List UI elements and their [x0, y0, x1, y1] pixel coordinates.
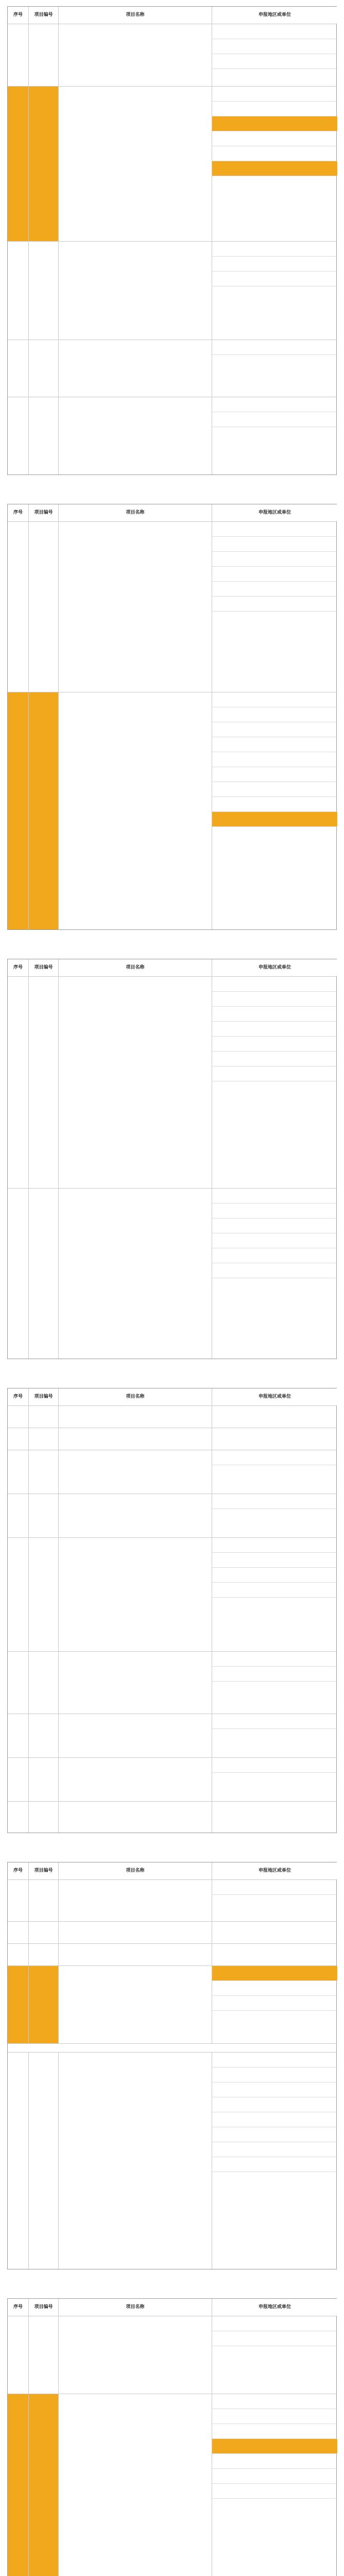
row-name	[58, 1189, 212, 1359]
unit-line	[212, 1772, 337, 1787]
unit-line	[212, 1428, 337, 1443]
unit-line	[212, 1966, 337, 1980]
row-name	[58, 522, 212, 692]
row-code	[28, 1428, 58, 1450]
row-units	[212, 340, 337, 397]
row-seq	[8, 1944, 28, 1965]
unit-line	[212, 707, 337, 722]
header-name: 项目名称	[58, 7, 212, 24]
row-units	[212, 1428, 337, 1450]
row-seq	[8, 1758, 28, 1801]
unit-line	[212, 176, 337, 191]
row-name	[58, 397, 212, 474]
unit-line	[212, 536, 337, 551]
row-units	[212, 1538, 337, 1651]
header-seq: 序号	[8, 504, 28, 521]
row-seq	[8, 242, 28, 340]
table-header	[8, 504, 336, 521]
unit-line	[212, 1758, 337, 1772]
table-row	[8, 1965, 336, 2043]
table-block-4	[7, 1388, 337, 1833]
unit-line	[212, 2142, 337, 2157]
unit-line	[212, 2157, 337, 2172]
row-code	[28, 1652, 58, 1714]
row-units	[212, 692, 337, 929]
row-code	[28, 340, 58, 397]
unit-line	[212, 991, 337, 1006]
table-row	[8, 1921, 336, 1943]
row-units	[212, 1802, 337, 1833]
unit-line	[212, 2331, 337, 2346]
row-units	[212, 1966, 337, 2043]
section-label	[8, 2043, 336, 2052]
row-code	[28, 1880, 58, 1921]
unit-line	[212, 1406, 337, 1420]
row-name	[58, 1652, 212, 1714]
unit-line	[212, 1263, 337, 1278]
header-units: 申报地区或单位	[212, 7, 337, 24]
unit-line	[212, 412, 337, 427]
table-block-5	[7, 1862, 337, 2269]
unit-line	[212, 2424, 337, 2438]
row-units	[212, 1922, 337, 1943]
row-name	[58, 1922, 212, 1943]
unit-line	[212, 2010, 337, 2025]
row-seq	[8, 24, 28, 86]
row-units	[212, 1880, 337, 1921]
unit-line	[212, 2438, 337, 2453]
header-name: 项目名称	[58, 2299, 212, 2316]
header-units: 申报地区或单位	[212, 1862, 337, 1879]
header-seq: 序号	[8, 7, 28, 24]
unit-line	[212, 54, 337, 69]
row-code	[28, 2394, 58, 2576]
row-seq	[8, 1494, 28, 1537]
row-name	[58, 1450, 212, 1494]
unit-line	[212, 796, 337, 811]
table-row	[8, 1879, 336, 1921]
table-row	[8, 1405, 336, 1428]
row-name	[58, 1406, 212, 1428]
unit-line	[212, 2316, 337, 2331]
row-units	[212, 397, 337, 474]
unit-line	[212, 1567, 337, 1582]
table-row	[8, 521, 336, 692]
unit-line	[212, 977, 337, 991]
unit-line	[212, 1552, 337, 1567]
header-seq: 序号	[8, 2299, 28, 2316]
table-header	[8, 7, 336, 24]
table-header	[8, 1862, 336, 1879]
table-row	[8, 2316, 336, 2394]
unit-line	[212, 1248, 337, 1263]
unit-line	[212, 116, 337, 131]
unit-line	[212, 1494, 337, 1509]
row-name	[58, 24, 212, 86]
table-row	[8, 241, 336, 340]
unit-line	[212, 2468, 337, 2483]
header-name: 项目名称	[58, 1388, 212, 1405]
page-gap	[7, 475, 337, 504]
unit-line	[212, 1728, 337, 1743]
unit-line	[212, 397, 337, 412]
unit-line	[212, 1450, 337, 1465]
row-code	[28, 1494, 58, 1537]
row-code	[28, 1450, 58, 1494]
row-seq	[8, 1450, 28, 1494]
row-code	[28, 397, 58, 474]
unit-line	[212, 2172, 337, 2187]
row-units	[212, 2394, 337, 2576]
unit-line	[212, 782, 337, 796]
table-row	[8, 2052, 336, 2269]
row-units	[212, 1944, 337, 1965]
unit-line	[212, 1894, 337, 1909]
page-gap	[7, 1359, 337, 1388]
unit-line	[212, 1218, 337, 1233]
header-code: 项目编号	[28, 2299, 58, 2316]
table-row	[8, 1188, 336, 1359]
table-header	[8, 959, 336, 976]
unit-line	[212, 2498, 337, 2513]
table-block-2	[7, 504, 337, 930]
row-seq	[8, 2394, 28, 2576]
row-name	[58, 977, 212, 1188]
row-code	[28, 1714, 58, 1757]
unit-line	[212, 2346, 337, 2361]
unit-line	[212, 1509, 337, 1523]
unit-line	[212, 1021, 337, 1036]
row-code	[28, 1944, 58, 1965]
row-units	[212, 522, 337, 692]
header-units: 申报地区或单位	[212, 504, 337, 521]
row-seq	[8, 1922, 28, 1943]
unit-line	[212, 2409, 337, 2424]
table-header	[8, 2299, 336, 2316]
row-code	[28, 1966, 58, 2043]
row-name	[58, 1802, 212, 1833]
table-row	[8, 692, 336, 929]
row-code	[28, 1189, 58, 1359]
unit-line	[212, 1652, 337, 1666]
unit-line	[212, 1066, 337, 1081]
unit-line	[212, 87, 337, 101]
page-gap	[7, 930, 337, 959]
row-units	[212, 1450, 337, 1494]
row-seq	[8, 1714, 28, 1757]
header-code: 项目编号	[28, 959, 58, 976]
unit-line	[212, 581, 337, 596]
unit-line	[212, 1714, 337, 1728]
unit-line	[212, 826, 337, 841]
row-code	[28, 24, 58, 86]
row-units	[212, 977, 337, 1188]
table-row	[8, 1801, 336, 1833]
unit-line	[212, 2082, 337, 2097]
table-row	[8, 397, 336, 474]
row-code	[28, 1802, 58, 1833]
unit-line	[212, 1203, 337, 1218]
table-row	[8, 1757, 336, 1801]
row-units	[212, 1758, 337, 1801]
unit-line	[212, 1189, 337, 1203]
unit-line	[212, 611, 337, 626]
unit-line	[212, 692, 337, 707]
unit-line	[212, 1465, 337, 1480]
unit-line	[212, 522, 337, 536]
row-seq	[8, 1428, 28, 1450]
unit-line	[212, 1582, 337, 1597]
row-seq	[8, 2053, 28, 2269]
table-row	[8, 1943, 336, 1965]
row-seq	[8, 1966, 28, 2043]
row-seq	[8, 1880, 28, 1921]
row-code	[28, 1758, 58, 1801]
unit-line	[212, 1980, 337, 1995]
unit-line	[212, 146, 337, 161]
unit-line	[212, 1666, 337, 1681]
row-code	[28, 242, 58, 340]
table-row	[8, 24, 336, 86]
unit-line	[212, 767, 337, 782]
row-units	[212, 24, 337, 86]
unit-line	[212, 1944, 337, 1958]
header-units: 申报地区或单位	[212, 959, 337, 976]
header-name: 项目名称	[58, 959, 212, 976]
row-seq	[8, 977, 28, 1188]
table-row	[8, 1714, 336, 1757]
unit-line	[212, 1538, 337, 1552]
row-name	[58, 1538, 212, 1651]
header-seq: 序号	[8, 1862, 28, 1879]
row-name	[58, 2394, 212, 2576]
table-row	[8, 1428, 336, 1450]
row-seq	[8, 1189, 28, 1359]
row-code	[28, 1538, 58, 1651]
table-header	[8, 1388, 336, 1405]
unit-line	[212, 271, 337, 286]
row-seq	[8, 522, 28, 692]
row-seq	[8, 692, 28, 929]
row-seq	[8, 1802, 28, 1833]
header-units: 申报地区或单位	[212, 2299, 337, 2316]
unit-line	[212, 811, 337, 826]
row-name	[58, 1758, 212, 1801]
header-name: 项目名称	[58, 504, 212, 521]
table-row	[8, 340, 336, 397]
unit-line	[212, 242, 337, 256]
row-units	[212, 2316, 337, 2394]
row-units	[212, 87, 337, 241]
unit-line	[212, 256, 337, 271]
unit-line	[212, 39, 337, 54]
unit-line	[212, 69, 337, 83]
header-code: 项目编号	[28, 504, 58, 521]
row-code	[28, 977, 58, 1188]
unit-line	[212, 752, 337, 767]
table-row	[8, 86, 336, 241]
row-code	[28, 87, 58, 241]
unit-line	[212, 354, 337, 369]
unit-line	[212, 1995, 337, 2010]
unit-line	[212, 2453, 337, 2468]
row-seq	[8, 1406, 28, 1428]
page-gap	[7, 2269, 337, 2298]
row-name	[58, 1944, 212, 1965]
unit-line	[212, 1051, 337, 1066]
row-code	[28, 522, 58, 692]
table-block-1	[7, 6, 337, 475]
row-units	[212, 1406, 337, 1428]
row-name	[58, 1966, 212, 2043]
row-units	[212, 1189, 337, 1359]
row-seq	[8, 1538, 28, 1651]
table-row	[8, 1651, 336, 1714]
row-seq	[8, 340, 28, 397]
row-units	[212, 1714, 337, 1757]
row-name	[58, 2316, 212, 2394]
table-row	[8, 976, 336, 1188]
page-gap	[7, 1833, 337, 1862]
unit-line	[212, 340, 337, 354]
unit-line	[212, 566, 337, 581]
row-name	[58, 340, 212, 397]
unit-line	[212, 101, 337, 116]
header-seq: 序号	[8, 959, 28, 976]
unit-line	[212, 2394, 337, 2409]
unit-line	[212, 2053, 337, 2067]
unit-line	[212, 427, 337, 442]
unit-line	[212, 596, 337, 611]
table-row	[8, 2394, 336, 2576]
header-name: 项目名称	[58, 1862, 212, 1879]
unit-line	[212, 1880, 337, 1894]
unit-line	[212, 737, 337, 752]
row-units	[212, 2053, 337, 2269]
header-code: 项目编号	[28, 1862, 58, 1879]
unit-line	[212, 1922, 337, 1936]
unit-line	[212, 24, 337, 39]
header-units: 申报地区或单位	[212, 1388, 337, 1405]
row-code	[28, 1922, 58, 1943]
row-units	[212, 1652, 337, 1714]
unit-line	[212, 2112, 337, 2127]
row-name	[58, 1880, 212, 1921]
row-name	[58, 242, 212, 340]
unit-line	[212, 286, 337, 301]
row-name	[58, 1494, 212, 1537]
row-code	[28, 692, 58, 929]
unit-line	[212, 1233, 337, 1248]
unit-line	[212, 1006, 337, 1021]
unit-line	[212, 1597, 337, 1612]
table-row	[8, 1450, 336, 1494]
row-name	[58, 1428, 212, 1450]
unit-line	[212, 161, 337, 176]
unit-line	[212, 1081, 337, 1096]
unit-line	[212, 2067, 337, 2082]
unit-line	[212, 2097, 337, 2112]
table-row	[8, 1537, 336, 1651]
row-units	[212, 242, 337, 340]
unit-line	[212, 2483, 337, 2498]
unit-line	[212, 2127, 337, 2142]
row-code	[28, 1406, 58, 1428]
unit-line	[212, 1802, 337, 1816]
unit-line	[212, 722, 337, 737]
unit-line	[212, 1278, 337, 1293]
row-code	[28, 2053, 58, 2269]
row-name	[58, 1714, 212, 1757]
row-seq	[8, 2316, 28, 2394]
row-name	[58, 2053, 212, 2269]
row-units	[212, 1494, 337, 1537]
row-name	[58, 692, 212, 929]
unit-line	[212, 551, 337, 566]
row-name	[58, 87, 212, 241]
table-block-3	[7, 959, 337, 1359]
header-seq: 序号	[8, 1388, 28, 1405]
table-block-6	[7, 2298, 337, 2576]
header-code: 项目编号	[28, 1388, 58, 1405]
row-code	[28, 2316, 58, 2394]
row-seq	[8, 87, 28, 241]
table-row	[8, 1494, 336, 1537]
unit-line	[212, 1681, 337, 1696]
unit-line	[212, 131, 337, 146]
header-code: 项目编号	[28, 7, 58, 24]
row-seq	[8, 1652, 28, 1714]
row-seq	[8, 397, 28, 474]
unit-line	[212, 1036, 337, 1051]
